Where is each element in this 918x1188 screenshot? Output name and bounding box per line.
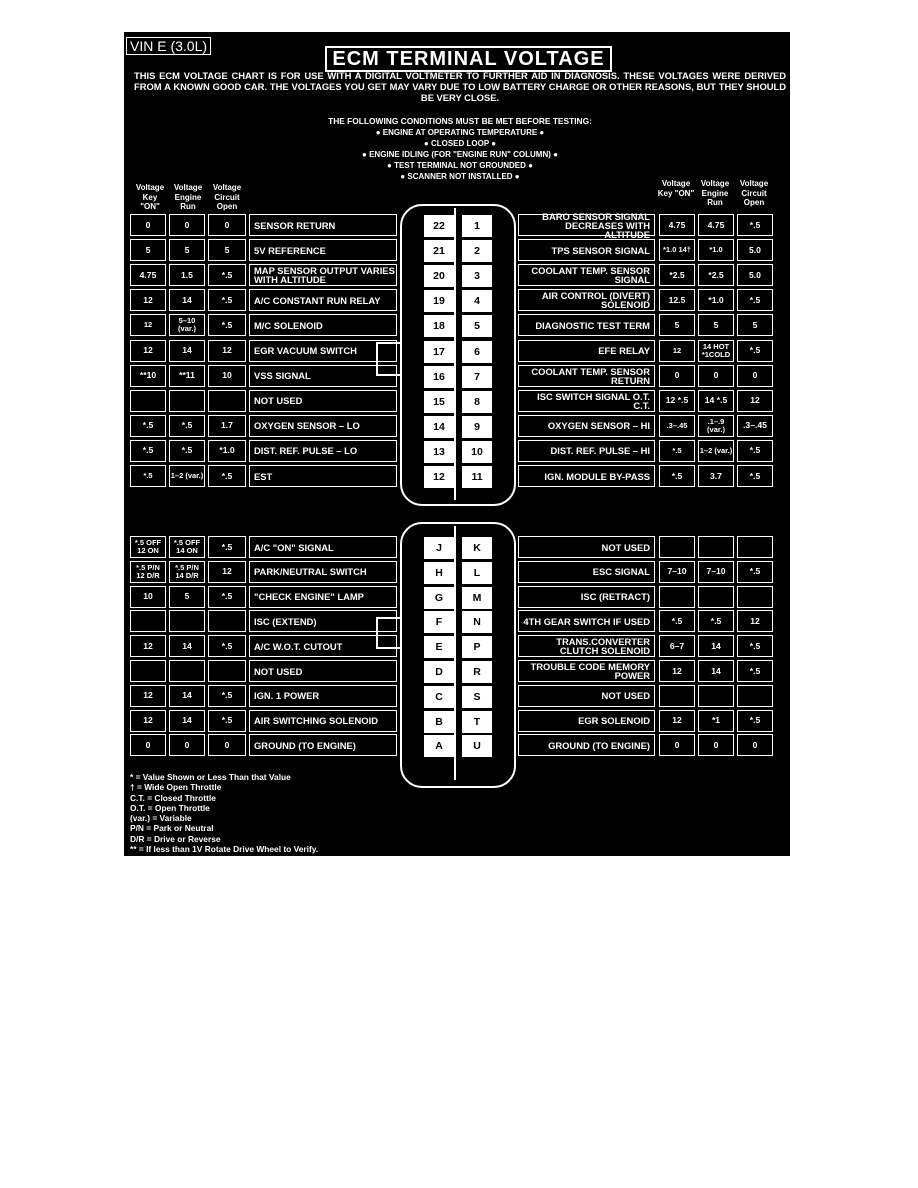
table-row — [518, 415, 776, 437]
terminal-function: OXYGEN SENSOR – LO — [249, 415, 397, 437]
terminal-pin: 6 — [462, 341, 492, 363]
table-row — [130, 610, 397, 632]
voltage-key-on: 0 — [130, 214, 166, 236]
terminal-pin: 15 — [424, 391, 454, 413]
voltage-key-on — [659, 685, 695, 707]
terminal-function: NOT USED — [518, 685, 655, 707]
table-row — [518, 734, 776, 756]
table-row — [130, 214, 397, 236]
connector-top-outline — [400, 204, 516, 506]
terminal-pin: 13 — [424, 441, 454, 463]
voltage-engine-run: 3.7 — [698, 465, 734, 487]
voltage-circuit-open: *.5 — [208, 586, 246, 608]
voltage-circuit-open: 5.0 — [737, 239, 773, 261]
terminal-pin: U — [462, 735, 492, 757]
voltage-key-on — [130, 390, 166, 412]
table-row — [518, 365, 776, 387]
table-row — [518, 264, 776, 286]
terminal-pin: D — [424, 661, 454, 683]
terminal-pin: 21 — [424, 240, 454, 262]
voltage-key-on: 12 — [130, 314, 166, 336]
voltage-key-on: *.5 — [659, 440, 695, 462]
voltage-circuit-open: *.5 — [737, 440, 773, 462]
terminal-pin: S — [462, 686, 492, 708]
voltage-engine-run: 5–10 (var.) — [169, 314, 205, 336]
connector-top-divider — [454, 208, 456, 500]
connector-bottom-divider — [454, 526, 456, 780]
header-circuit-open-right: Voltage Circuit Open — [739, 179, 769, 207]
terminal-function: TRANS.CONVERTER CLUTCH SOLENOID — [518, 635, 655, 657]
table-row — [518, 440, 776, 462]
header-key-on-right: Voltage Key "ON" — [657, 179, 695, 198]
terminal-pin: 10 — [462, 441, 492, 463]
voltage-circuit-open: *.5 — [737, 289, 773, 311]
voltage-key-on: 0 — [659, 734, 695, 756]
terminal-pin: K — [462, 537, 492, 559]
table-row — [518, 710, 776, 732]
terminal-function: 4TH GEAR SWITCH IF USED — [518, 610, 655, 632]
table-row — [518, 586, 776, 608]
table-row — [518, 239, 776, 261]
condition-item: ● ENGINE IDLING (FOR "ENGINE RUN" COLUMN) ● — [362, 150, 558, 159]
table-row — [130, 340, 397, 362]
voltage-circuit-open: 1.7 — [208, 415, 246, 437]
terminal-function: PARK/NEUTRAL SWITCH — [249, 561, 397, 583]
voltage-engine-run: 14 *.5 — [698, 390, 734, 412]
terminal-function: TPS SENSOR SIGNAL — [518, 239, 655, 261]
terminal-pin: 20 — [424, 265, 454, 287]
terminal-function: EFE RELAY — [518, 340, 655, 362]
terminal-function: GROUND (TO ENGINE) — [518, 734, 655, 756]
terminal-pin: M — [462, 587, 492, 609]
voltage-circuit-open: *1.0 — [208, 440, 246, 462]
table-row — [130, 314, 397, 336]
voltage-key-on: 4.75 — [130, 264, 166, 286]
voltage-key-on: 0 — [130, 734, 166, 756]
table-row — [518, 536, 776, 558]
header-engine-run-left: Voltage Engine Run — [173, 183, 203, 211]
voltage-circuit-open — [208, 660, 246, 682]
legend-item: † = Wide Open Throttle — [130, 782, 222, 793]
voltage-key-on: 7–10 — [659, 561, 695, 583]
voltage-circuit-open: *.5 — [737, 635, 773, 657]
voltage-engine-run: 14 — [698, 660, 734, 682]
terminal-function: M/C SOLENOID — [249, 314, 397, 336]
table-row — [130, 536, 397, 558]
voltage-circuit-open: 12 — [737, 390, 773, 412]
terminal-pin: R — [462, 661, 492, 683]
terminal-function: SENSOR RETURN — [249, 214, 397, 236]
voltage-engine-run: 0 — [698, 734, 734, 756]
voltage-key-on: *1.0 14† — [659, 239, 695, 261]
voltage-circuit-open: *.5 — [737, 214, 773, 236]
voltage-circuit-open: 5 — [737, 314, 773, 336]
voltage-circuit-open: *.5 — [208, 314, 246, 336]
terminal-function: GROUND (TO ENGINE) — [249, 734, 397, 756]
voltage-circuit-open: *.5 — [737, 465, 773, 487]
voltage-key-on: *.5 — [130, 465, 166, 487]
condition-item: ● TEST TERMINAL NOT GROUNDED ● — [387, 161, 533, 170]
voltage-key-on: *2.5 — [659, 264, 695, 286]
table-row — [130, 635, 397, 657]
terminal-pin: 19 — [424, 290, 454, 312]
voltage-engine-run: 4.75 — [698, 214, 734, 236]
voltage-key-on: 12 — [130, 710, 166, 732]
voltage-circuit-open: *.5 — [737, 710, 773, 732]
voltage-engine-run: 5 — [169, 586, 205, 608]
voltage-engine-run: 14 — [169, 340, 205, 362]
voltage-circuit-open: 0 — [208, 734, 246, 756]
terminal-function: ISC (RETRACT) — [518, 586, 655, 608]
terminal-pin: 2 — [462, 240, 492, 262]
voltage-engine-run: *.5 — [169, 415, 205, 437]
voltage-engine-run: 14 HOT *1COLD — [698, 340, 734, 362]
voltage-key-on: 12 — [659, 660, 695, 682]
table-row — [518, 660, 776, 682]
voltage-circuit-open: *.5 — [208, 264, 246, 286]
terminal-pin: 3 — [462, 265, 492, 287]
terminal-function: BARO SENSOR SIGNAL DECREASES WITH ALTITUDE — [518, 214, 655, 236]
table-row — [130, 660, 397, 682]
voltage-engine-run: 7–10 — [698, 561, 734, 583]
condition-item: ● SCANNER NOT INSTALLED ● — [400, 172, 520, 181]
vin-label: VIN E (3.0L) — [126, 37, 211, 55]
legend-item: C.T. = Closed Throttle — [130, 792, 216, 803]
table-row — [518, 289, 776, 311]
legend-item: ** = If less than 1V Rotate Drive Wheel to Verify. — [130, 844, 319, 855]
table-row — [130, 289, 397, 311]
terminal-function: NOT USED — [249, 660, 397, 682]
terminal-pin: E — [424, 636, 454, 658]
voltage-engine-run: 0 — [169, 214, 205, 236]
condition-item: ● ENGINE AT OPERATING TEMPERATURE ● — [375, 128, 545, 137]
voltage-circuit-open: 12 — [208, 340, 246, 362]
legend-item: P/N = Park or Neutral — [130, 823, 214, 834]
voltage-circuit-open: 0 — [208, 214, 246, 236]
conditions-header: THE FOLLOWING CONDITIONS MUST BE MET BEFORE TESTING: — [328, 116, 592, 126]
table-row — [518, 340, 776, 362]
terminal-function: EGR SOLENOID — [518, 710, 655, 732]
voltage-engine-run: *.5 — [169, 440, 205, 462]
voltage-circuit-open: 12 — [737, 610, 773, 632]
voltage-engine-run — [169, 390, 205, 412]
terminal-function: TROUBLE CODE MEMORY POWER — [518, 660, 655, 682]
terminal-pin: 17 — [424, 341, 454, 363]
header-key-on-left: Voltage Key "ON" — [135, 183, 165, 211]
voltage-circuit-open: *.5 — [208, 685, 246, 707]
table-row — [518, 465, 776, 487]
terminal-function: NOT USED — [249, 390, 397, 412]
voltage-circuit-open: *.5 — [208, 289, 246, 311]
legend-item: O.T. = Open Throttle — [130, 802, 210, 813]
table-row — [130, 264, 397, 286]
right-edge-strip — [790, 32, 796, 856]
table-row — [130, 685, 397, 707]
voltage-engine-run: 14 — [698, 635, 734, 657]
voltage-key-on — [659, 586, 695, 608]
voltage-key-on: 12 *.5 — [659, 390, 695, 412]
terminal-function: DIAGNOSTIC TEST TERM — [518, 314, 655, 336]
terminal-pin: 16 — [424, 366, 454, 388]
voltage-engine-run: *2.5 — [698, 264, 734, 286]
table-row — [518, 561, 776, 583]
voltage-key-on: 6–7 — [659, 635, 695, 657]
table-row — [130, 390, 397, 412]
intro-text: THIS ECM VOLTAGE CHART IS FOR USE WITH A DIGITAL VOLTMETER TO FURTHER AID IN DIAGNOSIS. THESE VOLTAGES WERE DERIVED FROM A KNOWN GOOD CAR. THE VOLTAGES YOU GET MAY VARY DUE TO LOW BATTERY CHARGE OR OTHER REASONS, BUT THEY SHOULD BE VERY CLOSE. — [134, 70, 786, 103]
voltage-key-on: 10 — [130, 586, 166, 608]
terminal-function: EST — [249, 465, 397, 487]
voltage-key-on: 12 — [659, 710, 695, 732]
voltage-circuit-open: *.5 — [737, 660, 773, 682]
voltage-circuit-open: 5 — [208, 239, 246, 261]
voltage-key-on: *.5 OFF 12 ON — [130, 536, 166, 558]
legend-item: * = Value Shown or Less Than that Value — [130, 772, 291, 782]
terminal-pin: P — [462, 636, 492, 658]
terminal-pin: 5 — [462, 315, 492, 337]
terminal-function: DIST. REF. PULSE – LO — [249, 440, 397, 462]
terminal-function: IGN. MODULE BY-PASS — [518, 465, 655, 487]
voltage-circuit-open — [737, 536, 773, 558]
condition-item: ● CLOSED LOOP ● — [423, 139, 497, 148]
voltage-key-on: *.5 — [659, 465, 695, 487]
voltage-circuit-open: *.5 — [208, 710, 246, 732]
table-row — [130, 440, 397, 462]
voltage-engine-run: 0 — [169, 734, 205, 756]
voltage-engine-run: **11 — [169, 365, 205, 387]
terminal-pin: T — [462, 711, 492, 733]
voltage-key-on: 4.75 — [659, 214, 695, 236]
voltage-circuit-open: 12 — [208, 561, 246, 583]
connector-bottom-outline — [400, 522, 516, 788]
voltage-key-on: 12 — [130, 340, 166, 362]
voltage-engine-run: *.5 P/N 14 D/R — [169, 561, 205, 583]
voltage-engine-run: *1.0 — [698, 239, 734, 261]
table-row — [518, 685, 776, 707]
voltage-engine-run: 0 — [698, 365, 734, 387]
voltage-circuit-open — [208, 610, 246, 632]
legend-item: D/R = Drive or Reverse — [130, 833, 221, 844]
terminal-function: NOT USED — [518, 536, 655, 558]
terminal-pin: 12 — [424, 466, 454, 488]
voltage-key-on — [130, 660, 166, 682]
table-row — [130, 365, 397, 387]
table-row — [130, 734, 397, 756]
voltage-engine-run: *.5 OFF 14 ON — [169, 536, 205, 558]
voltage-circuit-open: *.5 — [208, 635, 246, 657]
ecm-voltage-chart — [120, 32, 796, 856]
terminal-pin: G — [424, 587, 454, 609]
terminal-function: AIR CONTROL (DIVERT) SOLENOID — [518, 289, 655, 311]
voltage-key-on: 5 — [130, 239, 166, 261]
voltage-key-on: *.5 — [130, 415, 166, 437]
voltage-key-on: 5 — [659, 314, 695, 336]
terminal-pin: 7 — [462, 366, 492, 388]
voltage-engine-run: 14 — [169, 635, 205, 657]
voltage-engine-run: *1.0 — [698, 289, 734, 311]
voltage-key-on: 12 — [130, 685, 166, 707]
header-engine-run-right: Voltage Engine Run — [700, 179, 730, 207]
table-row — [518, 610, 776, 632]
terminal-function: AIR SWITCHING SOLENOID — [249, 710, 397, 732]
terminal-function: VSS SIGNAL — [249, 365, 397, 387]
voltage-key-on: 12 — [659, 340, 695, 362]
voltage-key-on: 12 — [130, 635, 166, 657]
terminal-pin: 8 — [462, 391, 492, 413]
voltage-circuit-open: .3–.45 — [737, 415, 773, 437]
terminal-pin: 1 — [462, 215, 492, 237]
voltage-key-on: .3–.45 — [659, 415, 695, 437]
terminal-function: DIST. REF. PULSE – HI — [518, 440, 655, 462]
terminal-pin: 14 — [424, 416, 454, 438]
terminal-pin: F — [424, 611, 454, 633]
terminal-function: MAP SENSOR OUTPUT VARIES WITH ALTITUDE — [249, 264, 397, 286]
header-circuit-open-left: Voltage Circuit Open — [212, 183, 242, 211]
terminal-pin: B — [424, 711, 454, 733]
voltage-circuit-open: 0 — [737, 734, 773, 756]
table-row — [130, 465, 397, 487]
table-row — [518, 314, 776, 336]
terminal-function: A/C W.O.T. CUTOUT — [249, 635, 397, 657]
voltage-key-on: *.5 P/N 12 D/R — [130, 561, 166, 583]
terminal-pin: 4 — [462, 290, 492, 312]
voltage-circuit-open — [737, 586, 773, 608]
voltage-circuit-open: *.5 — [737, 561, 773, 583]
voltage-engine-run — [698, 586, 734, 608]
terminal-function: ISC SWITCH SIGNAL O.T. C.T. — [518, 390, 655, 412]
voltage-key-on: 0 — [659, 365, 695, 387]
voltage-engine-run: 14 — [169, 685, 205, 707]
voltage-circuit-open: *.5 — [208, 536, 246, 558]
table-row — [518, 210, 776, 240]
voltage-circuit-open: 0 — [737, 365, 773, 387]
voltage-key-on — [130, 610, 166, 632]
terminal-pin: J — [424, 537, 454, 559]
terminal-pin: 22 — [424, 215, 454, 237]
terminal-pin: L — [462, 562, 492, 584]
voltage-engine-run — [698, 685, 734, 707]
voltage-key-on: 12.5 — [659, 289, 695, 311]
voltage-engine-run: 1.5 — [169, 264, 205, 286]
terminal-pin: N — [462, 611, 492, 633]
terminal-function: "CHECK ENGINE" LAMP — [249, 586, 397, 608]
voltage-key-on: *.5 — [130, 440, 166, 462]
terminal-pin: H — [424, 562, 454, 584]
terminal-pin: 11 — [462, 466, 492, 488]
voltage-engine-run — [169, 610, 205, 632]
table-row — [130, 586, 397, 608]
voltage-engine-run: 5 — [169, 239, 205, 261]
voltage-key-on: **10 — [130, 365, 166, 387]
voltage-circuit-open: 10 — [208, 365, 246, 387]
terminal-pin: 9 — [462, 416, 492, 438]
table-row — [130, 710, 397, 732]
chart-title: ECM TERMINAL VOLTAGE — [325, 46, 612, 72]
voltage-circuit-open: *.5 — [208, 465, 246, 487]
voltage-engine-run — [169, 660, 205, 682]
table-row — [518, 390, 776, 412]
voltage-circuit-open — [737, 685, 773, 707]
table-row — [130, 561, 397, 583]
terminal-function: A/C CONSTANT RUN RELAY — [249, 289, 397, 311]
voltage-key-on — [659, 536, 695, 558]
voltage-circuit-open — [208, 390, 246, 412]
terminal-function: EGR VACUUM SWITCH — [249, 340, 397, 362]
terminal-pin: C — [424, 686, 454, 708]
terminal-function: OXYGEN SENSOR – HI — [518, 415, 655, 437]
voltage-key-on: *.5 — [659, 610, 695, 632]
terminal-function: COOLANT TEMP. SENSOR SIGNAL — [518, 264, 655, 286]
table-row — [130, 415, 397, 437]
voltage-engine-run: *.5 — [698, 610, 734, 632]
terminal-pin: 18 — [424, 315, 454, 337]
terminal-function: IGN. 1 POWER — [249, 685, 397, 707]
terminal-function: ESC SIGNAL — [518, 561, 655, 583]
terminal-function: ISC (EXTEND) — [249, 610, 397, 632]
table-row — [518, 635, 776, 657]
voltage-circuit-open: *.5 — [737, 340, 773, 362]
voltage-circuit-open: 5.0 — [737, 264, 773, 286]
voltage-engine-run: 1–2 (var.) — [698, 440, 734, 462]
terminal-function: A/C "ON" SIGNAL — [249, 536, 397, 558]
legend-item: (var.) = Variable — [130, 813, 192, 824]
legend — [130, 772, 318, 854]
voltage-engine-run: .1–.9 (var.) — [698, 415, 734, 437]
voltage-engine-run: *1 — [698, 710, 734, 732]
terminal-pin: A — [424, 735, 454, 757]
voltage-key-on: 12 — [130, 289, 166, 311]
table-row — [130, 239, 397, 261]
voltage-engine-run: 1–2 (var.) — [169, 465, 205, 487]
voltage-engine-run — [698, 536, 734, 558]
voltage-engine-run: 14 — [169, 710, 205, 732]
terminal-function: 5V REFERENCE — [249, 239, 397, 261]
voltage-engine-run: 5 — [698, 314, 734, 336]
voltage-engine-run: 14 — [169, 289, 205, 311]
terminal-function: COOLANT TEMP. SENSOR RETURN — [518, 365, 655, 387]
